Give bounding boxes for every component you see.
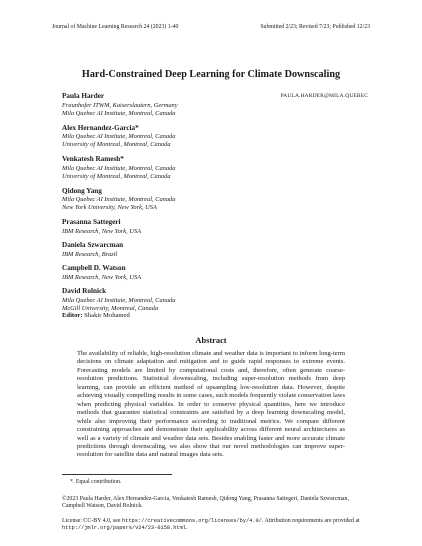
- running-head: [52, 24, 370, 30]
- author-list: [62, 92, 362, 319]
- editor-name: Shakir Mohamed: [84, 312, 130, 319]
- author-name: Daniela Szwarcman: [62, 241, 124, 250]
- footnote: *. Equal contribution.: [70, 479, 122, 485]
- copyright-notice: ©2023 Paula Harder, Alex Hernandez-Garcia, Venkatesh Ramesh, Qidong Yang, Prasanna Sattegeri, Daniela Szwarcman, Campbell Watson, David Rolnick.: [62, 496, 349, 510]
- author-email[interactable]: PAULA.HARDER@MILA.QUEBEC: [280, 93, 368, 99]
- author-affiliation: Mila Quebec AI Institute, Montreal, Canada: [62, 296, 176, 304]
- author-affiliation: Mila Quebec AI Institute, Montreal, Canada: [62, 109, 176, 117]
- author-block: [62, 92, 362, 118]
- license-suffix: .: [185, 525, 188, 532]
- footnote-divider: [62, 474, 172, 475]
- author-name: Qidong Yang: [62, 186, 102, 195]
- author-block: [62, 241, 362, 259]
- abstract-heading: Abstract: [195, 336, 227, 345]
- author-block: [62, 155, 362, 181]
- author-affiliation: IBM Research, Brazil: [62, 250, 118, 258]
- author-block: [62, 287, 362, 313]
- author-affiliation: Mila Quebec AI Institute, Montreal, Canada: [62, 196, 176, 203]
- license-middle: . Attribution requirements are provided at: [261, 518, 360, 524]
- author-name: Alex Hernandez-Garcia*: [62, 123, 139, 132]
- author-block: [62, 264, 362, 282]
- author-block: [62, 124, 362, 150]
- license-link[interactable]: https://creativecommons.org/licenses/by/4.0/: [122, 518, 262, 524]
- author-name: Prasanna Sattegeri: [62, 218, 121, 226]
- author-affiliation: University of Montreal, Montreal, Canada: [62, 172, 171, 180]
- license-notice: [62, 518, 367, 533]
- author-block: [62, 218, 362, 236]
- abstract-text: The availability of reliable, high-resolution climate and weather data is important to inform long-term decisions on climate adaptation and mitigation and to guide rapid responses to extreme events. Forecasting models are limited by computational costs and, therefore, often generate coarse-resolution predictions. Statistical downscaling, including super-resolution methods from deep learning, can provide an efficient method of upsampling low-resolution data. However, despite achieving visually compelling results in some cases, such models frequently violate conservation laws when predicting physical variables. In order to conserve physical quantities, here we introduce methods that guarantee statistical constraints are satisfied by a deep learning downscaling model, while also improving their performance according to traditional metrics. We compare different constraining approaches and demonstrate their applicability across different neural architectures as well as a variety of climate and weather data sets. Besides enabling faster and more accurate climate predictions through downscaling, we also show that our novel methodologies can improve super-resolution for satellite data and natural images data sets.: [77, 350, 345, 459]
- author-name: Campbell D. Watson: [62, 264, 126, 273]
- license-prefix: License: CC-BY 4.0, see: [62, 518, 122, 524]
- submission-dates: Submitted 2/23; Revised 7/23; Published 12/23: [260, 24, 370, 30]
- author-affiliation: IBM Research, New York, USA: [62, 273, 142, 281]
- paper-title: Hard-Constrained Deep Learning for Climate Downscaling: [81, 69, 341, 80]
- author-affiliation: New York University, New York, USA: [62, 204, 157, 212]
- author-name: Venkatesh Ramesh*: [62, 155, 124, 163]
- author-affiliation: Mila Quebec AI Institute, Montreal, Canada: [62, 133, 176, 140]
- author-affiliation: University of Montreal, Montreal, Canada: [62, 141, 171, 149]
- author-affiliation: Fraunhofer ITWM, Kaiserslautern, Germany: [62, 101, 178, 109]
- author-affiliation: IBM Research, New York, USA: [62, 227, 142, 235]
- author-affiliation: McGill University, Montreal, Canada: [62, 305, 159, 313]
- author-name: Paula Harder: [62, 92, 105, 100]
- journal-info: Journal of Machine Learning Research 24 (2023) 1-40: [52, 24, 179, 30]
- author-name: David Rolnick: [62, 287, 107, 296]
- paper-link[interactable]: http://jmlr.org/papers/v24/23-0158.html: [62, 525, 186, 532]
- editor-line: [62, 312, 130, 319]
- author-affiliation: Mila Quebec AI Institute, Montreal, Canada: [62, 164, 176, 172]
- author-block: [62, 187, 362, 213]
- editor-label: Editor:: [62, 312, 83, 319]
